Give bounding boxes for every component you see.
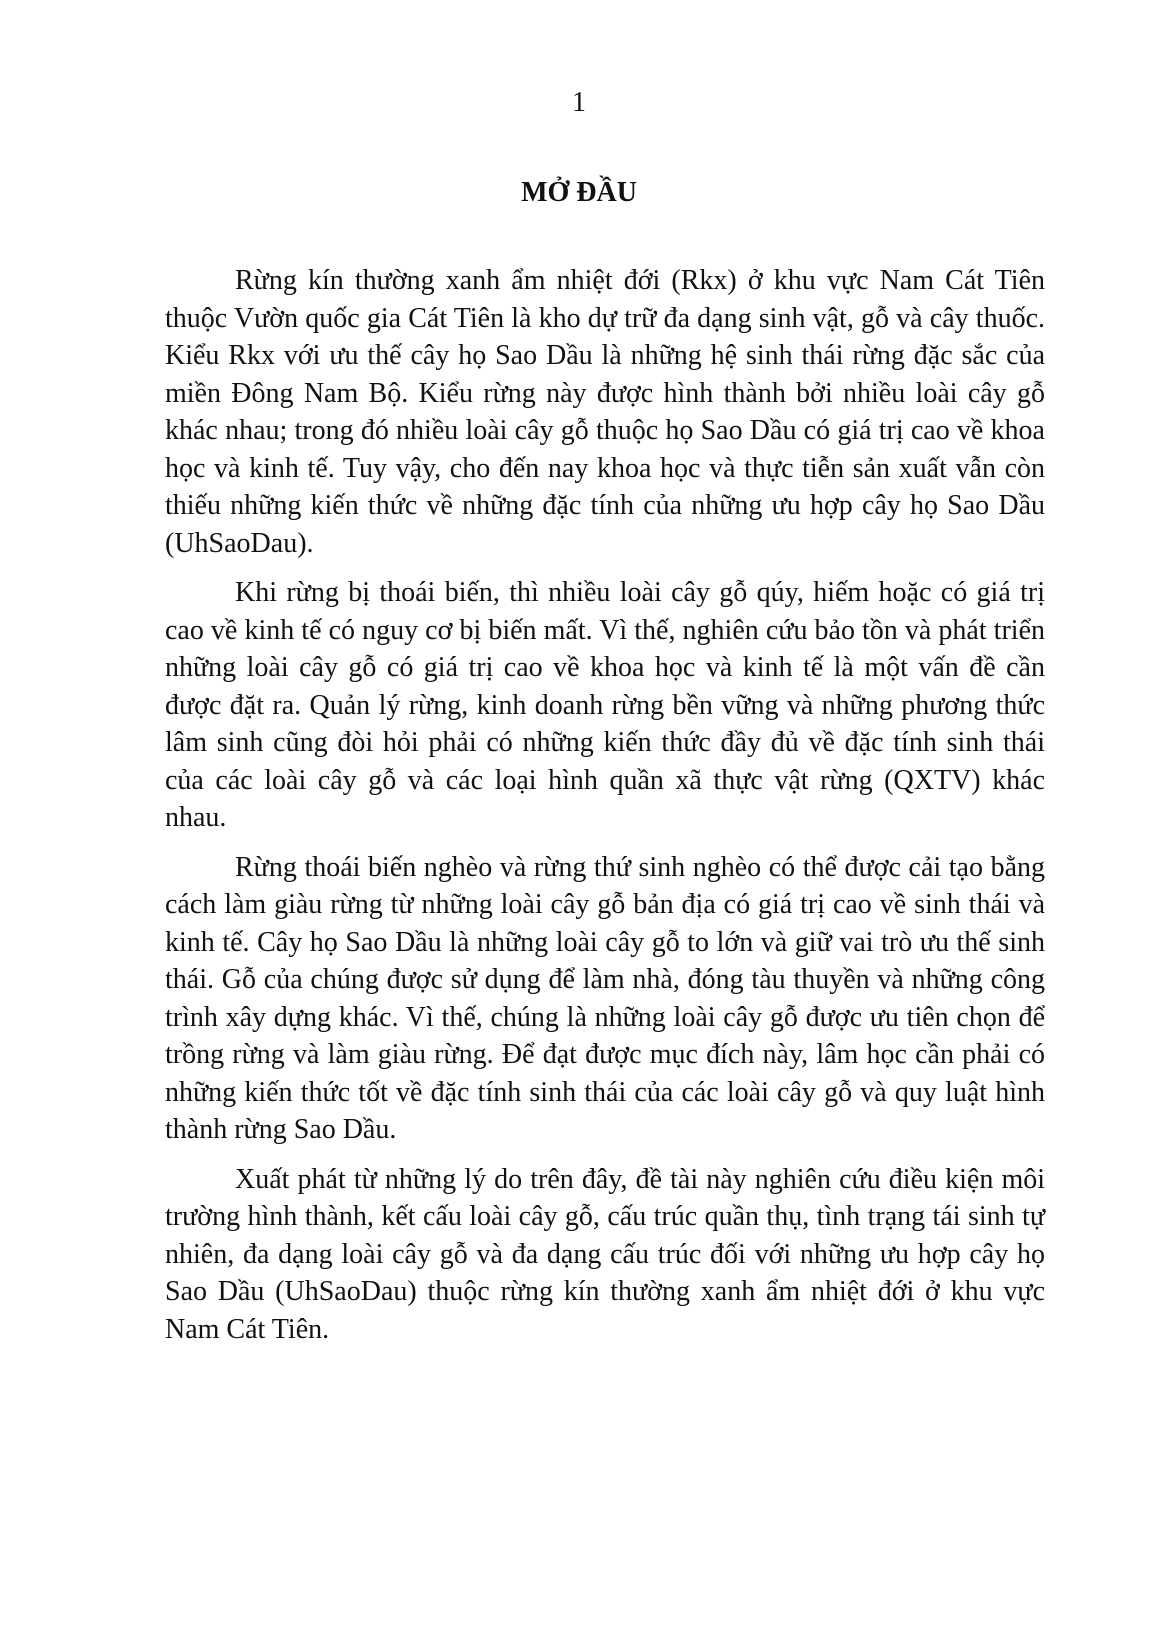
paragraph-4: Xuất phát từ những lý do trên đây, đề tài này nghiên cứu điều kiện môi trường hình thành, kết cấu loài cây gỗ, cấu trúc quần thụ, tình trạng tái sinh tự nhiên, đa dạng loài cây gỗ và đa dạng cấu trúc đối với những ưu hợp cây họ Sao Dầu (UhSaoDau) thuộc rừng kín thường xanh ẩm nhiệt đới ở khu vực Nam Cát Tiên.: [165, 1163, 1045, 1345]
paragraph-2: Khi rừng bị thoái biến, thì nhiều loài cây gỗ qúy, hiếm hoặc có giá trị cao về kinh tế có nguy cơ bị biến mất. Vì thế, nghiên cứu bảo tồn và phát triển những loài cây gỗ có giá trị cao về khoa học và kinh tế là một vấn đề cần được đặt ra. Quản lý rừng, kinh doanh rừng bền vững và những phương thức lâm sinh cũng đòi hỏi phải có những kiến thức đầy đủ về đặc tính sinh thái của các loài cây gỗ và các loại hình quần xã thực vật rừng (QXTV) khác nhau.: [165, 577, 1045, 833]
section-heading: MỞ ĐẦU: [521, 177, 637, 208]
paragraph-1: Rừng kín thường xanh ẩm nhiệt đới (Rkx) ở khu vực Nam Cát Tiên thuộc Vườn quốc gia Cát Tiên là kho dự trữ đa dạng sinh vật, gỗ và cây thuốc. Kiểu Rkx với ưu thế cây họ Sao Dầu là những hệ sinh thái rừng đặc sắc của miền Đông Nam Bộ. Kiểu rừng này được hình thành bởi nhiều loài cây gỗ khác nhau; trong đó nhiều loài cây gỗ thuộc họ Sao Dầu có giá trị cao về khoa học và kinh tế. Tuy vậy, cho đến nay khoa học và thực tiễn sản xuất vẫn còn thiếu những kiến thức về những đặc tính của những ưu hợp cây họ Sao Dầu (UhSaoDau).: [165, 265, 1045, 559]
page-number: 1: [572, 87, 586, 118]
body-text: [165, 262, 1045, 1360]
paragraph-3: Rừng thoái biến nghèo và rừng thứ sinh nghèo có thể được cải tạo bằng cách làm giàu rừng từ những loài cây gỗ bản địa có giá trị cao về sinh thái và kinh tế. Cây họ Sao Dầu là những loài cây gỗ to lớn và giữ vai trò ưu thế sinh thái. Gỗ của chúng được sử dụng để làm nhà, đóng tàu thuyền và những công trình xây dựng khác. Vì thế, chúng là những loài cây gỗ được ưu tiên chọn để trồng rừng và làm giàu rừng. Để đạt được mục đích này, lâm học cần phải có những kiến thức tốt về đặc tính sinh thái của các loài cây gỗ và quy luật hình thành rừng Sao Dầu.: [165, 851, 1045, 1145]
